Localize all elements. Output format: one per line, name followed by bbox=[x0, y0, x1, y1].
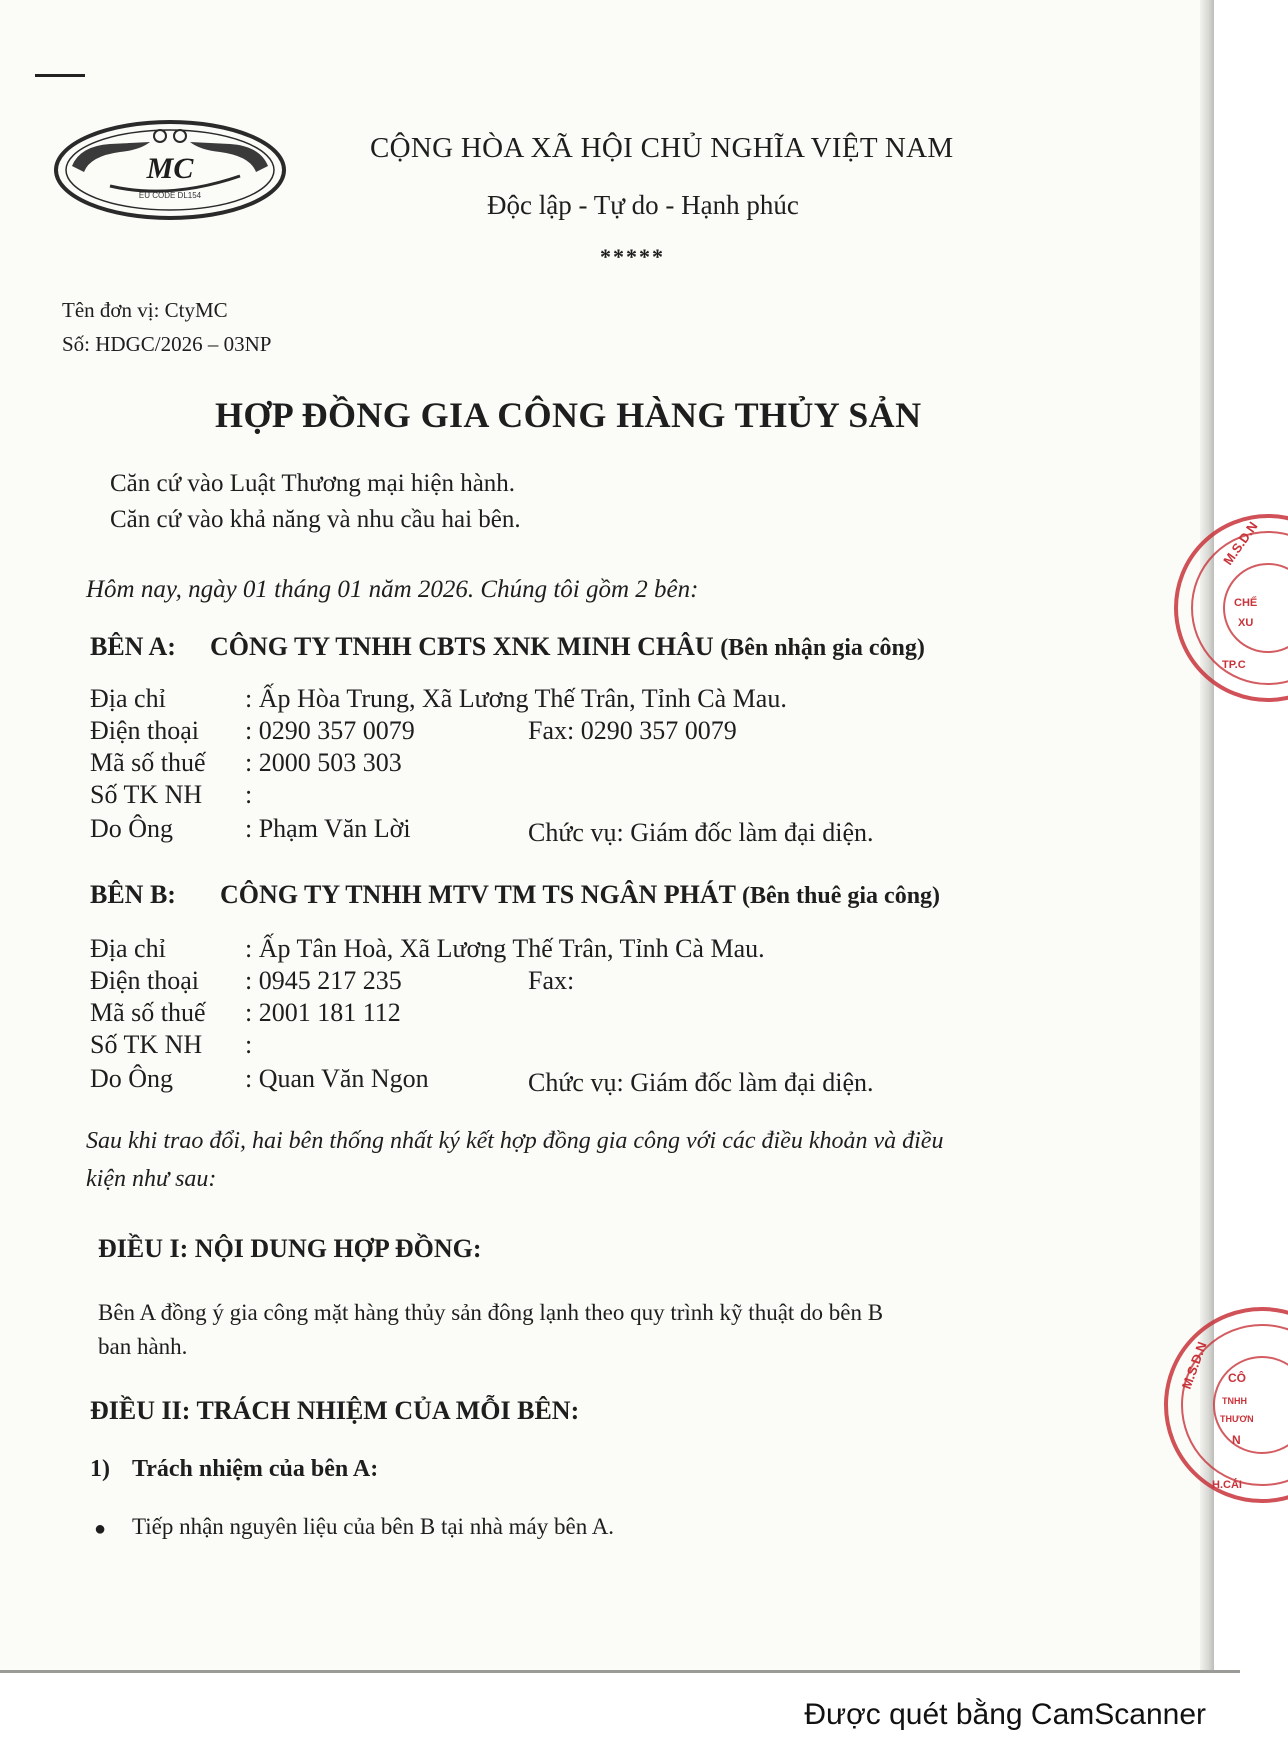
article-2-heading: ĐIỀU II: TRÁCH NHIỆM CỦA MỖI BÊN: bbox=[90, 1396, 580, 1425]
party-b-fax: Fax: bbox=[528, 966, 575, 995]
svg-text:TP.C: TP.C bbox=[1222, 659, 1246, 671]
page-bottom-edge bbox=[0, 1670, 1240, 1673]
svg-text:M.S.D.N: M.S.D.N bbox=[1220, 518, 1261, 568]
party-a-phone-value: : 0290 357 0079 bbox=[245, 716, 415, 745]
contract-number: Số: HDGC/2026 – 03NP bbox=[62, 332, 272, 356]
party-b-bank-value: : bbox=[245, 1030, 253, 1059]
article-2-bullet-1: Tiếp nhận nguyên liệu của bên B tại nhà máy bên A. bbox=[132, 1514, 615, 1539]
svg-text:CÔ: CÔ bbox=[1228, 1371, 1246, 1385]
party-b-address-value: : Ấp Tân Hoà, Xã Lương Thế Trân, Tỉnh Cà Mau. bbox=[245, 934, 765, 963]
article-2-sub-number: 1) bbox=[90, 1456, 110, 1482]
svg-text:H.CÁI: H.CÁI bbox=[1212, 1479, 1242, 1491]
party-b-bank-label: Số TK NH bbox=[90, 1030, 203, 1059]
logo-subtext: EU CODE DL154 bbox=[138, 191, 202, 200]
party-b-phone-value: : 0945 217 235 bbox=[245, 966, 402, 995]
article-2-sub-heading: Trách nhiệm của bên A: bbox=[132, 1456, 379, 1482]
party-b-label: BÊN B: bbox=[90, 880, 176, 909]
top-mark bbox=[35, 74, 85, 77]
party-a-tax-value: : 2000 503 303 bbox=[245, 748, 402, 777]
svg-text:N: N bbox=[1232, 1433, 1241, 1447]
logo-text: MC bbox=[146, 152, 194, 185]
party-b-role: (Bên thuê gia công) bbox=[742, 883, 941, 909]
svg-text:TNHH: TNHH bbox=[1222, 1396, 1247, 1406]
company-logo bbox=[50, 116, 290, 224]
party-a-bank-value: : bbox=[245, 780, 253, 809]
party-a-role: (Bên nhận gia công) bbox=[720, 635, 925, 661]
party-a-fax: Fax: 0290 357 0079 bbox=[528, 716, 737, 745]
party-a-name bbox=[210, 632, 925, 662]
party-b-rep-value: : Quan Văn Ngon bbox=[245, 1064, 429, 1093]
svg-text:THƯƠN: THƯƠN bbox=[1220, 1414, 1254, 1424]
svg-text:CHẾ: CHẾ bbox=[1234, 597, 1258, 609]
svg-text:XU: XU bbox=[1238, 617, 1254, 629]
article-1-line-2: ban hành. bbox=[98, 1334, 188, 1359]
article-1-heading: ĐIỀU I: NỘI DUNG HỢP ĐỒNG: bbox=[98, 1234, 482, 1263]
party-b-rep-label: Do Ông bbox=[90, 1064, 174, 1093]
party-a-position: Chức vụ: Giám đốc làm đại diện. bbox=[528, 818, 874, 847]
party-b-company: CÔNG TY TNHH MTV TM TS NGÂN PHÁT bbox=[220, 880, 736, 909]
article-1-line-1: Bên A đồng ý gia công mặt hàng thủy sản đông lạnh theo quy trình kỹ thuật do bên B bbox=[98, 1300, 884, 1325]
party-a-rep-value: : Phạm Văn Lời bbox=[245, 814, 411, 843]
party-a-bank-label: Số TK NH bbox=[90, 780, 203, 809]
motto: Độc lập - Tự do - Hạnh phúc bbox=[487, 190, 799, 220]
party-b-tax-label: Mã số thuế bbox=[90, 998, 206, 1027]
scanner-watermark: Được quét bằng CamScanner bbox=[804, 1698, 1206, 1731]
party-b-address-label: Địa chỉ bbox=[90, 934, 166, 963]
document-title: HỢP ĐỒNG GIA CÔNG HÀNG THỦY SẢN bbox=[215, 395, 922, 435]
party-b-name bbox=[220, 880, 940, 910]
party-b-position: Chức vụ: Giám đốc làm đại diện. bbox=[528, 1068, 874, 1097]
party-a-company: CÔNG TY TNHH CBTS XNK MINH CHÂU bbox=[210, 632, 714, 661]
company-seal-stamp bbox=[1168, 508, 1288, 708]
party-a-label: BÊN A: bbox=[90, 632, 176, 661]
bullet-dot-icon: ● bbox=[94, 1518, 107, 1540]
basis-line-2: Căn cứ vào khả năng và nhu cầu hai bên. bbox=[110, 506, 521, 533]
party-a-rep-label: Do Ông bbox=[90, 814, 174, 843]
basis-line-1: Căn cứ vào Luật Thương mại hiện hành. bbox=[110, 470, 516, 497]
agreement-line-1: Sau khi trao đổi, hai bên thống nhất ký kết hợp đồng gia công với các điều khoản và điều bbox=[86, 1128, 944, 1154]
party-a-tax-label: Mã số thuế bbox=[90, 748, 206, 777]
unit-name: Tên đơn vị: CtyMC bbox=[62, 298, 228, 322]
date-statement: Hôm nay, ngày 01 tháng 01 năm 2026. Chúng tôi gồm 2 bên: bbox=[86, 576, 699, 603]
company-seal-stamp-2 bbox=[1152, 1300, 1282, 1510]
agreement-line-2: kiện như sau: bbox=[86, 1166, 217, 1192]
party-a-phone-label: Điện thoại bbox=[90, 716, 200, 745]
svg-text:M.S.D.N: M.S.D.N bbox=[1178, 1339, 1210, 1392]
stars-divider: ***** bbox=[600, 244, 665, 269]
party-a-address-value: : Ấp Hòa Trung, Xã Lương Thế Trân, Tỉnh Cà Mau. bbox=[245, 684, 787, 713]
nation-heading: CỘNG HÒA XÃ HỘI CHỦ NGHĨA VIỆT NAM bbox=[370, 132, 954, 164]
party-b-tax-value: : 2001 181 112 bbox=[245, 998, 401, 1027]
party-b-phone-label: Điện thoại bbox=[90, 966, 200, 995]
party-a-address-label: Địa chỉ bbox=[90, 684, 166, 713]
